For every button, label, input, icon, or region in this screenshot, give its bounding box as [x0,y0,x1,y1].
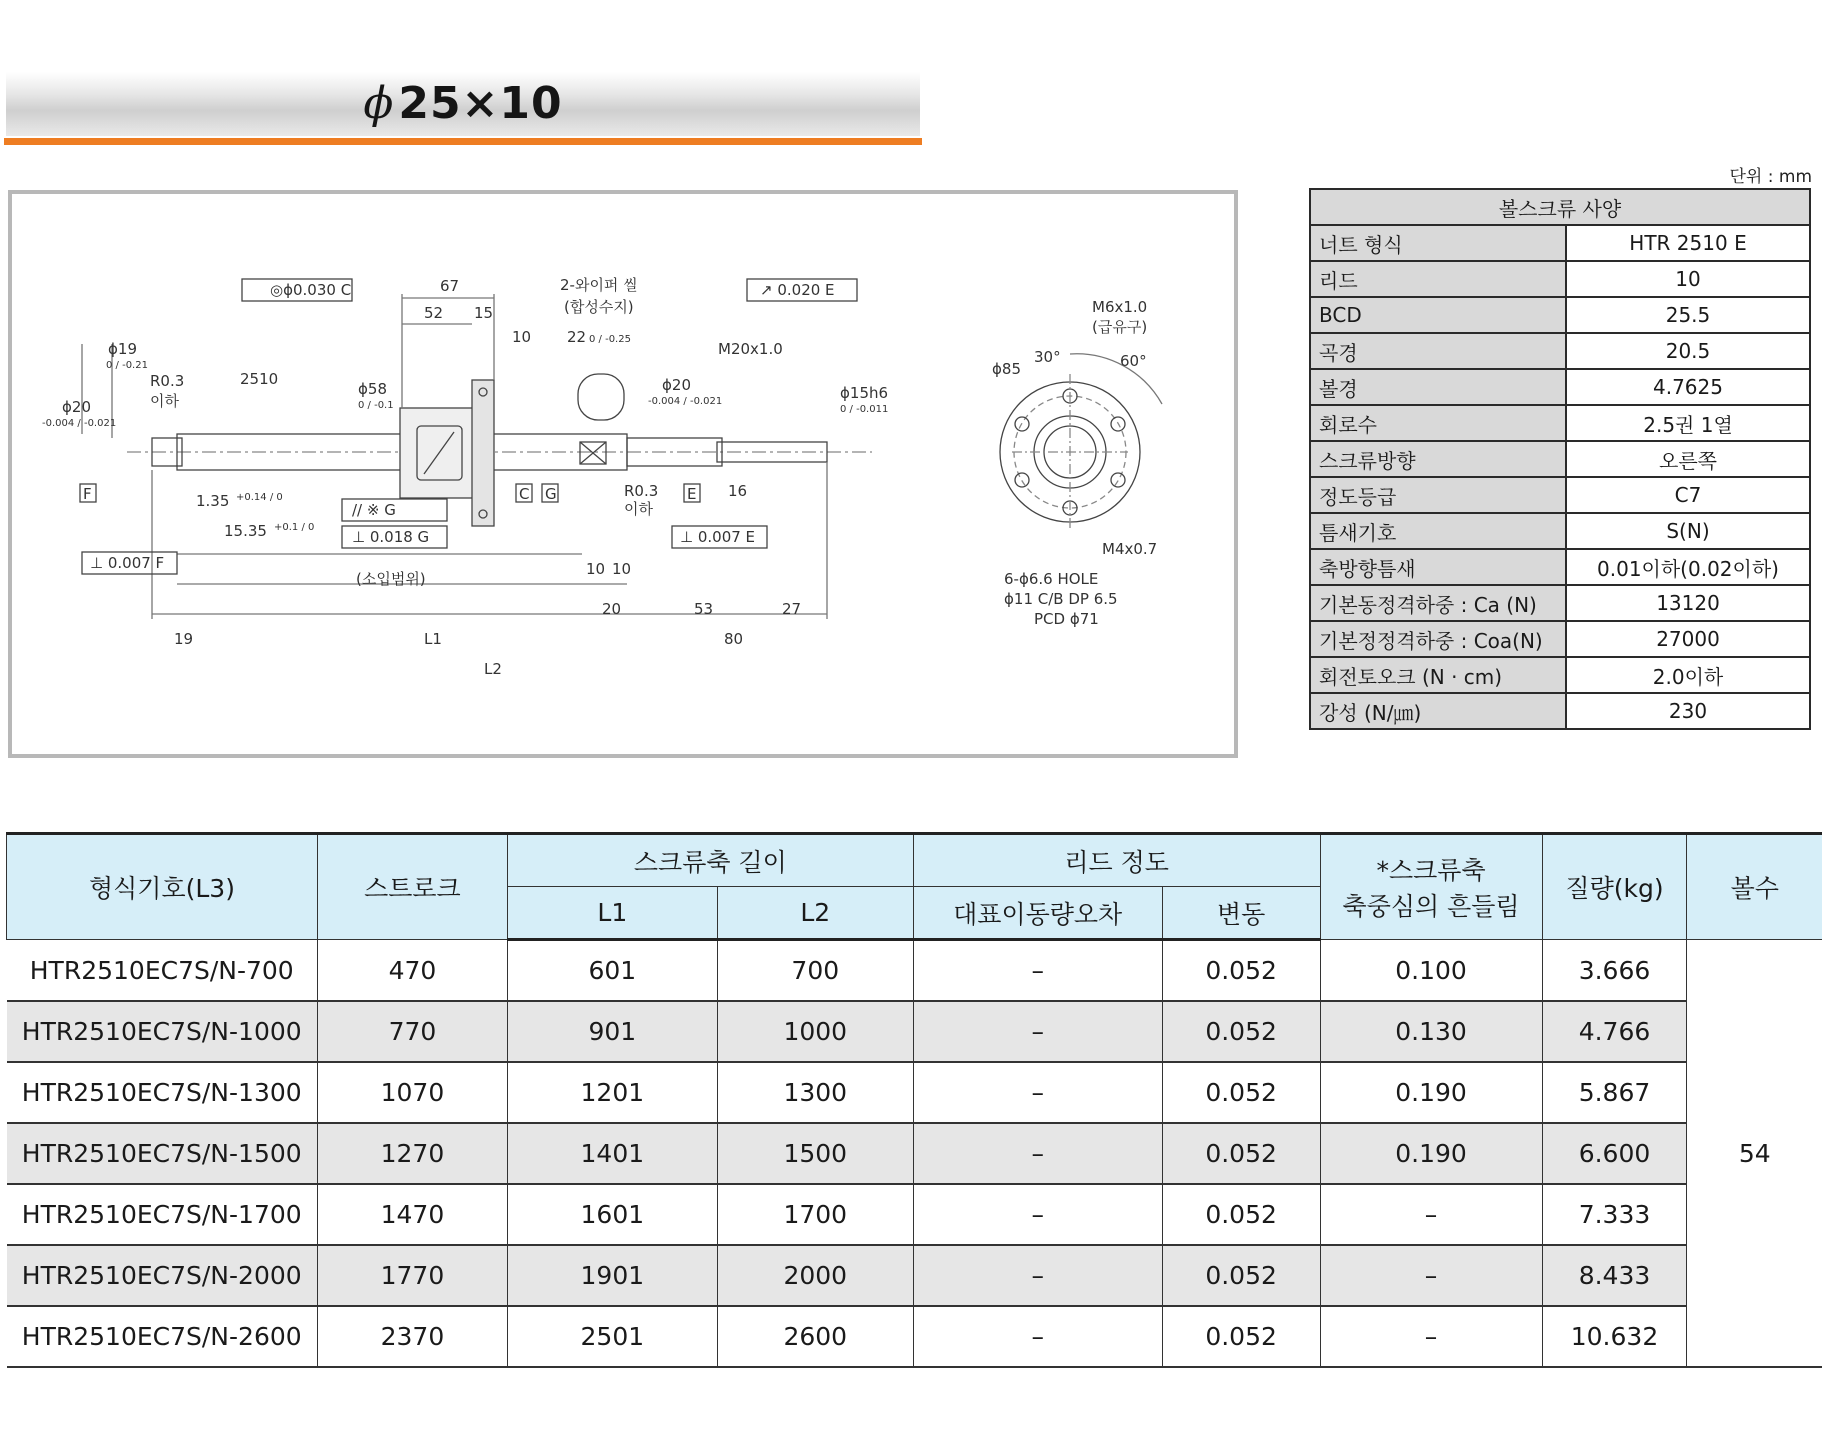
r03-text: R0.3 [150,372,185,390]
below-text: 이하 [150,392,179,410]
cell-mass: 4.766 [1542,1001,1687,1062]
cell-stroke: 770 [317,1001,507,1062]
spec-key: 회로수 [1310,405,1566,441]
tol15-text: 0 / -0.011 [840,404,889,415]
spec-row [1310,333,1810,369]
col-model: 형식기호(L3) [7,834,318,940]
spec-row [1310,261,1810,297]
spec-row [1310,513,1810,549]
table-row [7,1001,1823,1062]
dim-15-text: 15 [474,304,494,322]
spec-key: 틈새기호 [1310,513,1566,549]
cell-variation: 0.052 [1162,1062,1320,1123]
cell-variation: 0.052 [1162,1123,1320,1184]
col-rep-error: 대표이동량오차 [913,887,1162,940]
spec-key: 리드 [1310,261,1566,297]
table-row [7,940,1823,1002]
spec-key: 회전토오크 (N · cm) [1310,657,1566,693]
hole2-text: ϕ11 C/B DP 6.5 [1004,590,1118,608]
m4-text: M4x0.7 [1102,540,1158,558]
cell-rep-error: – [913,1062,1162,1123]
spec-row [1310,441,1810,477]
spec-row [1310,657,1810,693]
cell-runout: – [1320,1306,1542,1367]
spec-key: BCD [1310,297,1566,333]
cell-l2: 1300 [717,1062,913,1123]
dim-l1-text: L1 [424,630,442,648]
cell-variation: 0.052 [1162,1184,1320,1245]
cell-rep-error: – [913,1306,1162,1367]
cell-stroke: 1070 [317,1062,507,1123]
ball-screw-drawing [12,194,1234,754]
cell-l2: 1500 [717,1123,913,1184]
spec-value: 230 [1566,693,1810,729]
dim-27-text: 27 [782,600,802,618]
dim-22-text: 22 [567,328,587,346]
belowb-text: 이하 [624,500,653,518]
cell-balls: 54 [1687,940,1822,1368]
gdt-perp007f-text: ⊥ 0.007 F [90,554,165,572]
cell-mass: 8.433 [1542,1245,1687,1306]
spec-row [1310,297,1810,333]
spec-row [1310,693,1810,729]
dim-20-text: 20 [602,600,622,618]
spec-table [1309,188,1811,730]
tol135-text: +0.14 / 0 [236,492,283,503]
cell-model: HTR2510EC7S/N-1000 [7,1001,318,1062]
angle-arc [1070,354,1162,404]
col-variation: 변동 [1162,887,1320,940]
tol-22-text: 0 / -0.25 [589,334,631,345]
datum-c-text: C [519,485,530,503]
bolt-hole-6 [1111,473,1125,487]
cell-stroke: 2370 [317,1306,507,1367]
gdt-perp018-text: ⊥ 0.018 G [352,528,430,546]
model-table [6,832,1822,1368]
cell-stroke: 1470 [317,1184,507,1245]
spec-value: 27000 [1566,621,1810,657]
cell-mass: 3.666 [1542,940,1687,1002]
spec-key: 너트 형식 [1310,225,1566,261]
cell-rep-error: – [913,1001,1162,1062]
runout-text: ↗ 0.020 E [760,281,835,299]
title-banner [6,72,920,136]
cell-l1: 1401 [507,1123,717,1184]
cell-runout: – [1320,1184,1542,1245]
cell-model: HTR2510EC7S/N-2000 [7,1245,318,1306]
spec-row [1310,405,1810,441]
spec-value: 13120 [1566,585,1810,621]
title-symbol: ϕ [363,78,395,129]
cell-stroke: 1270 [317,1123,507,1184]
spec-value: 오른쪽 [1566,441,1810,477]
dim-67-text: 67 [440,277,460,295]
datum-e-text: E [687,485,697,503]
cell-model: HTR2510EC7S/N-1700 [7,1184,318,1245]
cell-runout: 0.190 [1320,1062,1542,1123]
spec-key: 기본정정격하중 : Coa(N) [1310,621,1566,657]
dim-53-text: 53 [694,600,714,618]
datum-g-text: G [545,485,557,503]
m6-text: M6x1.0 [1092,298,1148,316]
cell-model: HTR2510EC7S/N-700 [7,940,318,1002]
spec-key: 축방향틈새 [1310,549,1566,585]
cell-model: HTR2510EC7S/N-1300 [7,1062,318,1123]
cell-l1: 2501 [507,1306,717,1367]
phi85-text: ϕ85 [992,360,1021,378]
cell-variation: 0.052 [1162,1001,1320,1062]
hole1-text: 6-ϕ6.6 HOLE [1004,570,1099,588]
spec-value: 2.5권 1열 [1566,405,1810,441]
spec-row [1310,477,1810,513]
col-stroke: 스트로크 [317,834,507,940]
dim-10b-text: 10 [612,560,632,578]
cell-rep-error: – [913,940,1162,1002]
spec-row [1310,585,1810,621]
angle30-text: 30° [1034,348,1061,366]
spec-key: 볼경 [1310,369,1566,405]
spec-key: 기본동정격하중 : Ca (N) [1310,585,1566,621]
cell-mass: 5.867 [1542,1062,1687,1123]
cell-l1: 1201 [507,1062,717,1123]
wiper-text: 2-와이퍼 씰 [560,276,638,294]
cell-l2: 1000 [717,1001,913,1062]
cell-variation: 0.052 [1162,1306,1320,1367]
cell-stroke: 470 [317,940,507,1002]
cell-l2: 1700 [717,1184,913,1245]
tol20b-text: -0.004 / -0.021 [648,396,723,407]
col-mass: 질량(kg) [1542,834,1687,940]
col-lead-accuracy: 리드 정도 [913,834,1320,887]
cell-l1: 601 [507,940,717,1002]
cell-runout: 0.130 [1320,1001,1542,1062]
title-text: 25×10 [398,78,563,129]
cell-rep-error: – [913,1184,1162,1245]
spec-key: 곡경 [1310,333,1566,369]
dim-1535-text: 15.35 [224,522,267,540]
phi20a-text: ϕ20 [62,398,91,416]
table-row [7,1306,1823,1367]
dim-l2-text: L2 [484,660,502,678]
phi20b-text: ϕ20 [662,376,691,394]
m20-text: M20x1.0 [718,340,783,358]
col-runout [1320,834,1542,940]
table-row [7,1062,1823,1123]
spec-value: S(N) [1566,513,1810,549]
unit-label: 단위 : mm [1729,167,1812,187]
gdt-coax-text: ◎ϕ0.030 C [270,281,352,299]
spec-value: 2.0이하 [1566,657,1810,693]
cell-mass: 7.333 [1542,1184,1687,1245]
tol20a-text: -0.004 / -0.021 [42,418,117,429]
spec-key: 정도등급 [1310,477,1566,513]
dim-10a-text: 10 [586,560,606,578]
cell-rep-error: – [913,1123,1162,1184]
spec-value: 20.5 [1566,333,1810,369]
cell-stroke: 1770 [317,1245,507,1306]
spec-row [1310,369,1810,405]
angle60-text: 60° [1120,352,1147,370]
col-runout-line2: 축중심의 흔들림 [1342,892,1520,921]
cell-l1: 1901 [507,1245,717,1306]
cell-variation: 0.052 [1162,940,1320,1002]
cell-runout: – [1320,1245,1542,1306]
cell-runout: 0.100 [1320,940,1542,1002]
table-row [7,1123,1823,1184]
col-balls: 볼수 [1687,834,1822,940]
r03b-text: R0.3 [624,482,659,500]
cell-l2: 2000 [717,1245,913,1306]
spec-key: 강성 (N/㎛) [1310,693,1566,729]
technical-drawing [8,190,1238,758]
cell-l2: 2600 [717,1306,913,1367]
gdt-par-text: // ※ G [352,501,396,519]
dim-80-text: 80 [724,630,744,648]
gdt-perp007e-text: ⊥ 0.007 E [680,528,756,546]
spec-key: 스크류방향 [1310,441,1566,477]
spec-value: 25.5 [1566,297,1810,333]
spec-value: 10 [1566,261,1810,297]
cell-rep-error: – [913,1245,1162,1306]
spec-value: C7 [1566,477,1810,513]
tol1535-text: +0.1 / 0 [274,522,315,533]
cell-model: HTR2510EC7S/N-1500 [7,1123,318,1184]
cell-l1: 901 [507,1001,717,1062]
cell-mass: 10.632 [1542,1306,1687,1367]
resin-text: (합성수지) [564,298,634,316]
flat-section [578,374,624,420]
spec-header: 볼스크류 사양 [1310,189,1810,225]
hole3-text: PCD ϕ71 [1034,610,1099,628]
nut-flange [472,380,494,526]
spec-row [1310,225,1810,261]
bolt-hole-5 [1015,473,1029,487]
table-row [7,1184,1823,1245]
col-l1: L1 [507,887,717,940]
dim-10-text: 10 [512,328,532,346]
cell-l1: 1601 [507,1184,717,1245]
dim-2510-text: 2510 [240,370,279,388]
table-row [7,1245,1823,1306]
grease-text: (급유구) [1092,318,1148,336]
phi58-text: ϕ58 [358,380,387,398]
spec-row [1310,549,1810,585]
spec-value: HTR 2510 E [1566,225,1810,261]
title-underline [4,138,922,145]
cell-l2: 700 [717,940,913,1002]
cell-variation: 0.052 [1162,1245,1320,1306]
phi15-text: ϕ15h6 [840,384,889,402]
spec-value: 4.7625 [1566,369,1810,405]
cell-mass: 6.600 [1542,1123,1687,1184]
tol19-text: 0 / -0.21 [106,360,148,371]
col-runout-line1: *스크류축 [1376,856,1486,885]
dim-16-text: 16 [728,482,748,500]
dim-52-text: 52 [424,304,444,322]
cell-runout: 0.190 [1320,1123,1542,1184]
phi19-text: ϕ19 [108,340,137,358]
range-text: (소입범위) [356,570,426,588]
nut-body [400,408,480,498]
dim-19-text: 19 [174,630,194,648]
page-title [6,72,920,136]
dim-135-text: 1.35 [196,492,230,510]
tol58-text: 0 / -0.1 [358,400,394,411]
col-l2: L2 [717,887,913,940]
cell-model: HTR2510EC7S/N-2600 [7,1306,318,1367]
spec-row [1310,621,1810,657]
datum-f-text: F [83,485,92,503]
col-shaft-length: 스크류축 길이 [507,834,913,887]
spec-value: 0.01이하(0.02이하) [1566,549,1810,585]
